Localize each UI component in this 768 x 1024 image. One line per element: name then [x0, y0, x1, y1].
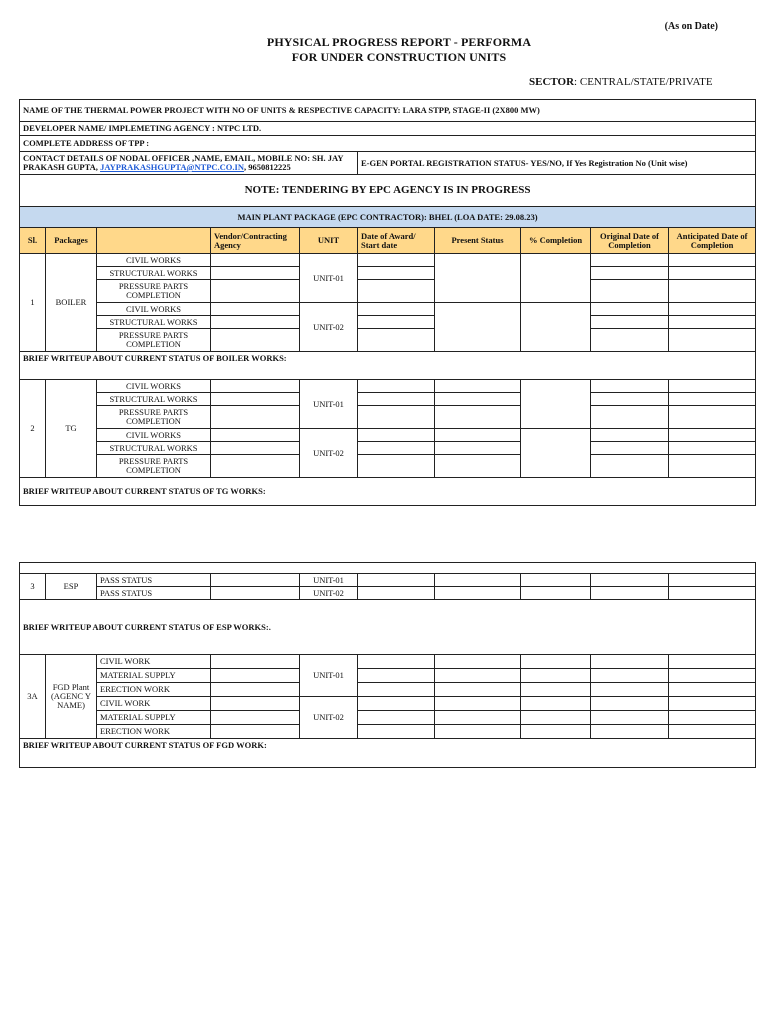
main-plant-package: MAIN PLANT PACKAGE (EPC CONTRACTOR): BHEL (LOA DATE: 29.08.23) — [20, 207, 756, 228]
sl-cell: 2 — [20, 380, 46, 478]
package-cell: FGD Plant (AGENC Y NAME) — [46, 655, 97, 739]
table-row — [20, 455, 756, 478]
sl-cell: 3 — [20, 574, 46, 600]
progress-table-continued — [19, 562, 756, 768]
work-item: PRESSURE PARTS COMPLETION — [97, 455, 211, 478]
col-vendor: Vendor/Contracting Agency — [211, 228, 300, 254]
sl-cell: 3A — [20, 655, 46, 739]
boiler-writeup: BRIEF WRITEUP ABOUT CURRENT STATUS OF BOILER WORKS: — [20, 352, 756, 380]
table-row — [20, 574, 756, 587]
col-anticipated: Anticipated Date of Completion — [669, 228, 756, 254]
sector-line — [529, 76, 713, 88]
col-completion: % Completion — [521, 228, 591, 254]
work-item: STRUCTURAL WORKS — [97, 393, 211, 406]
sector-label: SECTOR — [529, 76, 575, 88]
unit-cell: UNIT-02 — [300, 587, 358, 600]
tg-writeup: BRIEF WRITEUP ABOUT CURRENT STATUS OF TG WORKS: — [20, 478, 756, 506]
table-row — [20, 316, 756, 329]
col-status: Present Status — [435, 228, 521, 254]
report-title: PHYSICAL PROGRESS REPORT - PERFORMA — [266, 35, 532, 49]
work-item: CIVIL WORK — [97, 655, 211, 669]
table-row — [20, 303, 756, 316]
egen-status: E-GEN PORTAL REGISTRATION STATUS- YES/NO, If Yes Registration No (Unit wise) — [358, 152, 756, 175]
table-row — [20, 711, 756, 725]
unit-cell: UNIT-01 — [300, 655, 358, 697]
package-cell: ESP — [46, 574, 97, 600]
work-item: PRESSURE PARTS COMPLETION — [97, 406, 211, 429]
work-item: MATERIAL SUPPLY — [97, 669, 211, 683]
table-row — [20, 254, 756, 267]
table-row — [20, 393, 756, 406]
work-item: PASS STATUS — [97, 587, 211, 600]
contact-details — [20, 152, 358, 175]
unit-cell: UNIT-02 — [300, 303, 358, 352]
unit-cell: UNIT-02 — [300, 697, 358, 739]
table-row — [20, 429, 756, 442]
col-blank — [97, 228, 211, 254]
unit-cell: UNIT-01 — [300, 574, 358, 587]
table-row — [20, 669, 756, 683]
tendering-note: NOTE: TENDERING BY EPC AGENCY IS IN PROGRESS — [20, 175, 756, 207]
table-row — [20, 697, 756, 711]
package-cell: TG — [46, 380, 97, 478]
col-unit: UNIT — [300, 228, 358, 254]
table-row — [20, 267, 756, 280]
work-item: CIVIL WORK — [97, 697, 211, 711]
work-item: PRESSURE PARTS COMPLETION — [97, 280, 211, 303]
work-item: PRESSURE PARTS COMPLETION — [97, 329, 211, 352]
table-row — [20, 587, 756, 600]
work-item: STRUCTURAL WORKS — [97, 442, 211, 455]
package-cell: BOILER — [46, 254, 97, 352]
report-subtitle: FOR UNDER CONSTRUCTION UNITS — [291, 50, 507, 64]
contact-prefix: CONTACT DETAILS OF NODAL OFFICER ,NAME, EMAIL, MOBILE NO: SH. JAY PRAKASH GUPTA, — [23, 153, 344, 172]
work-item: CIVIL WORKS — [97, 254, 211, 267]
table-row — [20, 725, 756, 739]
work-item: CIVIL WORKS — [97, 303, 211, 316]
contact-suffix: , 9650812225 — [243, 162, 291, 172]
work-item: PASS STATUS — [97, 574, 211, 587]
table-row — [20, 406, 756, 429]
esp-writeup: BRIEF WRITEUP ABOUT CURRENT STATUS OF ESP WORKS:. — [20, 600, 756, 655]
table-row — [20, 329, 756, 352]
developer-row: DEVELOPER NAME/ IMPLEMETING AGENCY : NTPC LTD. — [20, 122, 756, 136]
progress-table-main — [19, 99, 756, 506]
table-row — [20, 280, 756, 303]
col-original: Original Date of Completion — [591, 228, 669, 254]
sector-value: : CENTRAL/STATE/PRIVATE — [574, 76, 713, 88]
col-award: Date of Award/ Start date — [358, 228, 435, 254]
work-item: CIVIL WORKS — [97, 429, 211, 442]
work-item: CIVIL WORKS — [97, 380, 211, 393]
contact-email-link[interactable]: JAYPRAKASHGUPTA@NTPC.CO.IN — [100, 162, 244, 172]
table-row — [20, 380, 756, 393]
project-name-row: NAME OF THE THERMAL POWER PROJECT WITH NO OF UNITS & RESPECTIVE CAPACITY: LARA STPP, STAGE-II (2X800 MW) — [20, 100, 756, 122]
sl-cell: 1 — [20, 254, 46, 352]
unit-cell: UNIT-01 — [300, 254, 358, 303]
unit-cell: UNIT-02 — [300, 429, 358, 478]
table-row — [20, 655, 756, 669]
table-row — [20, 683, 756, 697]
work-item: ERECTION WORK — [97, 683, 211, 697]
col-packages: Packages — [46, 228, 97, 254]
work-item: STRUCTURAL WORKS — [97, 267, 211, 280]
work-item: STRUCTURAL WORKS — [97, 316, 211, 329]
address-row: COMPLETE ADDRESS OF TPP : — [20, 136, 756, 152]
as-on-date: (As on Date) — [664, 21, 718, 32]
col-sl: Sl. — [20, 228, 46, 254]
fgd-writeup: BRIEF WRITEUP ABOUT CURRENT STATUS OF FGD WORK: — [20, 739, 756, 768]
table-row — [20, 442, 756, 455]
unit-cell: UNIT-01 — [300, 380, 358, 429]
work-item: MATERIAL SUPPLY — [97, 711, 211, 725]
work-item: ERECTION WORK — [97, 725, 211, 739]
